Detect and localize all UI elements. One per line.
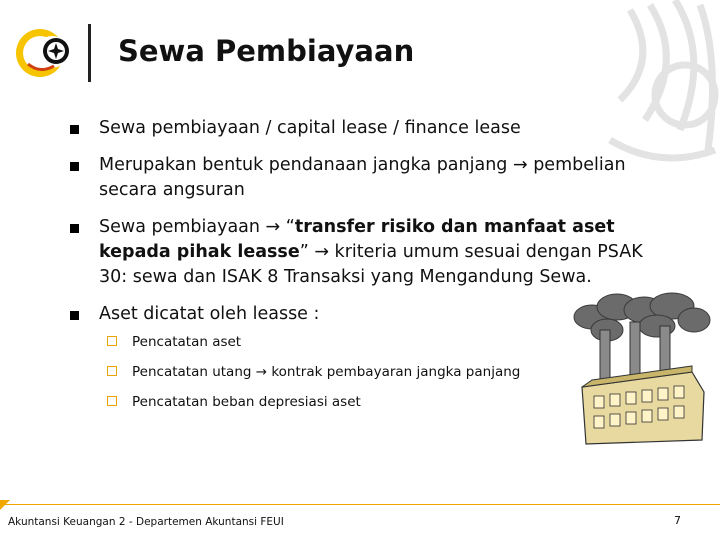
sub-bullet-item	[107, 362, 577, 382]
checkbox-bullet-icon	[107, 396, 117, 406]
university-seal-icon	[14, 24, 74, 82]
bullet-square-icon	[70, 224, 79, 233]
page-number: 7	[674, 514, 681, 527]
checkbox-bullet-icon	[107, 336, 117, 346]
bullet-text-post: ” → kriteria umum sesuai dengan PSAK 30: sewa dan ISAK 8 Transaksi yang Mengandung Sewa.	[99, 242, 643, 287]
bullet-text: Sewa pembiayaan / capital lease / finance lease	[99, 118, 521, 138]
factory-smoke-icon	[572, 292, 712, 452]
bullet-square-icon	[70, 311, 79, 320]
bullet-item	[70, 215, 660, 290]
slide-title: Sewa Pembiayaan	[118, 34, 415, 68]
footer-text: Akuntansi Keuangan 2 - Departemen Akuntansi FEUI	[8, 516, 284, 528]
bullet-item	[70, 153, 660, 203]
bullet-square-icon	[70, 125, 79, 134]
bullet-text: Merupakan bentuk pendanaan jangka panjang → pembelian secara angsuran	[99, 155, 626, 200]
title-divider	[88, 24, 91, 82]
bullet-text-pre: Sewa pembiayaan → “	[99, 217, 295, 237]
bullet-text: Aset dicatat oleh leasse :	[99, 304, 320, 324]
checkbox-bullet-icon	[107, 366, 117, 376]
bullet-square-icon	[70, 162, 79, 171]
sub-bullet-item	[107, 332, 577, 352]
sub-bullet-text: Pencatatan beban depresiasi aset	[132, 394, 361, 410]
footer-divider	[0, 504, 720, 505]
sub-bullet-text: Pencatatan utang → kontrak pembayaran jangka panjang	[132, 364, 521, 380]
footer-accent	[0, 500, 10, 510]
bullet-text-bold: transfer risiko dan manfaat aset kepada pihak leasse	[99, 217, 615, 262]
sub-bullet-list	[107, 332, 577, 422]
bullet-item	[70, 116, 660, 141]
sub-bullet-item	[107, 392, 577, 412]
sub-bullet-text: Pencatatan aset	[132, 334, 242, 350]
